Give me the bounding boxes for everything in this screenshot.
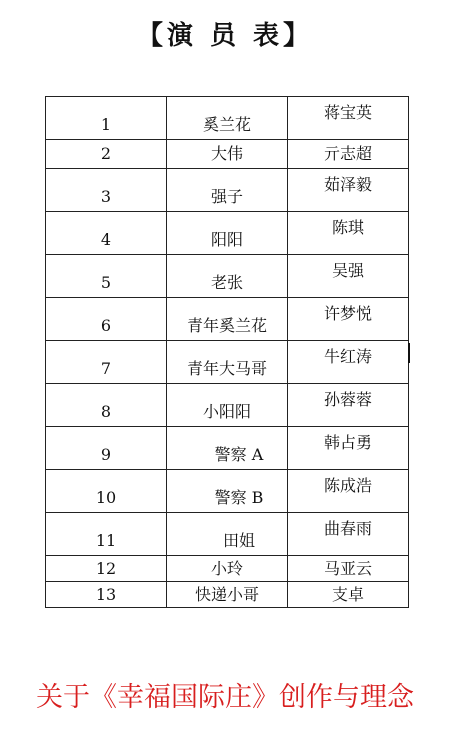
role-name: 小玲 [210,558,243,578]
actor-name: 吴强 [331,261,364,280]
table-row [46,513,409,556]
actor-name: 孙蓉蓉 [323,390,372,409]
table-row [46,255,409,298]
row-number: 13 [95,584,117,604]
row-number: 3 [100,187,112,206]
row-number: 6 [100,316,112,335]
role-name: 青年大马哥 [186,359,267,378]
row-number: 12 [95,558,117,578]
page-title: 【演 员 表】 [136,21,314,51]
role-name: 小阳阳 [202,402,251,421]
role-name: 阳阳 [210,230,243,249]
actor-name: 韩占勇 [323,433,372,452]
actor-name: 牛红涛 [323,347,372,366]
row-number: 7 [100,359,112,378]
actor-name: 蒋宝英 [323,103,372,122]
table-row [46,212,409,255]
row-number: 9 [100,445,112,464]
table-row [46,582,409,608]
footer-caption: 关于《幸福国际庄》创作与理念 [36,682,414,713]
role-name: 老张 [210,273,243,292]
row-number: 10 [95,488,117,507]
actor-name: 陈琪 [331,218,364,237]
table-row [46,384,409,427]
role-name: 警察 B [214,488,264,507]
table-row [46,427,409,470]
row-number: 2 [100,144,112,163]
actor-name: 茹泽毅 [323,175,372,194]
role-name: 田姐 [222,531,255,550]
actor-name: 支卓 [331,584,364,604]
actor-name: 马亚云 [323,558,372,578]
row-number: 1 [100,115,112,134]
actor-name: 陈成浩 [323,476,372,495]
actor-name: 许梦悦 [323,304,372,323]
row-number: 8 [100,402,112,421]
actor-name: 亓志超 [323,144,372,163]
role-name: 大伟 [210,144,243,163]
table-row [46,341,409,384]
row-number: 4 [100,230,112,249]
table-row [46,97,409,140]
role-name: 强子 [210,187,243,206]
role-name: 奚兰花 [202,115,251,134]
table-row [46,470,409,513]
table-row [46,298,409,341]
role-name: 快递小哥 [194,584,259,604]
text-cursor [408,343,410,363]
role-name: 警察 A [214,445,264,464]
row-number: 11 [95,531,117,550]
cast-table [45,96,409,608]
role-name: 青年奚兰花 [186,316,267,335]
table-row [46,140,409,169]
table-row [46,556,409,582]
actor-name: 曲春雨 [323,519,372,538]
row-number: 5 [100,273,112,292]
table-row [46,169,409,212]
